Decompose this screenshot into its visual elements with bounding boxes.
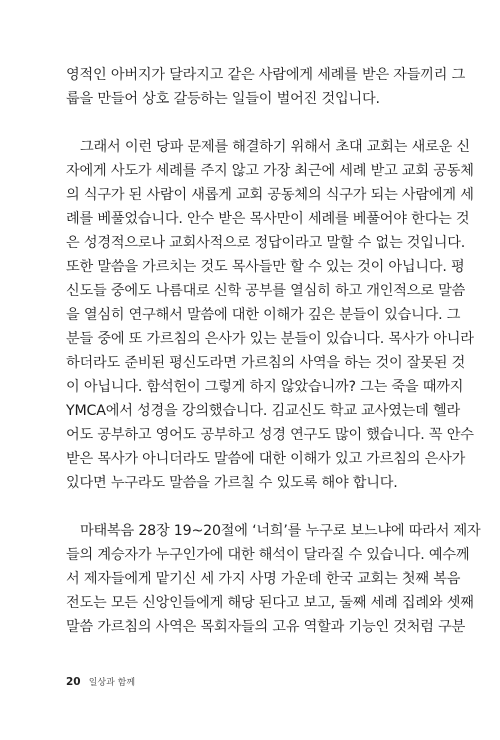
- text-line: 어도 공부하고 영어도 공부하고 성경 연구도 많이 했습니다. 꼭 안수: [66, 427, 474, 443]
- text-line: 은 성경적으로나 교회사적으로 정답이라고 말할 수 없는 것입니다.: [66, 235, 466, 251]
- text-line: 례를 베풀었습니다. 안수 받은 목사만이 세례를 베풀어야 한다는 것: [66, 211, 470, 227]
- text-line: 또한 말씀을 가르치는 것도 목사들만 할 수 있는 것이 아닙니다. 평: [66, 259, 465, 275]
- text-line: 그래서 이런 당파 문제를 해결하기 위해서 초대 교회는 새로운 신: [80, 139, 470, 155]
- text-line: 마태복음 28장 19~20절에 ‘너희’를 누구로 보느냐에 따라서 제자: [80, 523, 481, 539]
- text-line: 자에게 사도가 세례를 주지 않고 가장 최근에 세례 받고 교회 공동체: [66, 163, 474, 179]
- paragraph-1: [66, 63, 466, 111]
- page-footer: [66, 673, 135, 687]
- text-line: 있다면 누구라도 말씀을 가르칠 수 있도록 해야 합니다.: [66, 475, 398, 491]
- text-line: 전도는 모든 신앙인들에게 해당 된다고 보고, 둘째 세례 집례와 셋째: [66, 595, 474, 611]
- paragraph-3: [66, 519, 481, 639]
- text-line: 신도들 중에도 나름대로 신학 공부를 열심히 하고 개인적으로 말씀: [66, 283, 466, 299]
- text-line: 영적인 아버지가 달라지고 같은 사람에게 세례를 받은 자들끼리 그: [66, 67, 466, 83]
- paragraph-2: [66, 135, 474, 495]
- text-line: 말씀 가르침의 사역은 목회자들의 고유 역할과 기능인 것처럼 구분: [66, 619, 466, 635]
- page-number: 20: [66, 676, 81, 688]
- text-line: 이 아닙니다. 함석헌이 그렇게 하지 않았습니까? 그는 죽을 때까지: [66, 379, 464, 395]
- text-line: 들의 계승자가 누구인가에 대한 해석이 달라질 수 있습니다. 예수께: [66, 547, 470, 563]
- text-line: 룹을 만들어 상호 갈등하는 일들이 벌어진 것입니다.: [66, 91, 380, 107]
- text-line: 분들 중에 또 가르침의 은사가 있는 분들이 있습니다. 목사가 아니라: [66, 331, 474, 347]
- text-line: 하더라도 준비된 평신도라면 가르침의 사역을 하는 것이 잘못된 것: [66, 355, 466, 371]
- text-line: YMCA에서 성경을 강의했습니다. 김교신도 학교 교사였는데 헬라: [66, 403, 461, 419]
- text-line: 을 열심히 연구해서 말씀에 대한 이해가 깊은 분들이 있습니다. 그: [66, 307, 461, 323]
- text-line: 의 식구가 된 사람이 새롭게 교회 공동체의 식구가 되는 사람에게 세: [66, 187, 474, 203]
- running-title: 일상과 함께: [88, 678, 136, 688]
- text-line: 받은 목사가 아니더라도 말씀에 대한 이해가 있고 가르침의 은사가: [66, 451, 466, 467]
- text-line: 서 제자들에게 맡기신 세 가지 사명 가운데 한국 교회는 첫째 복음: [66, 571, 461, 587]
